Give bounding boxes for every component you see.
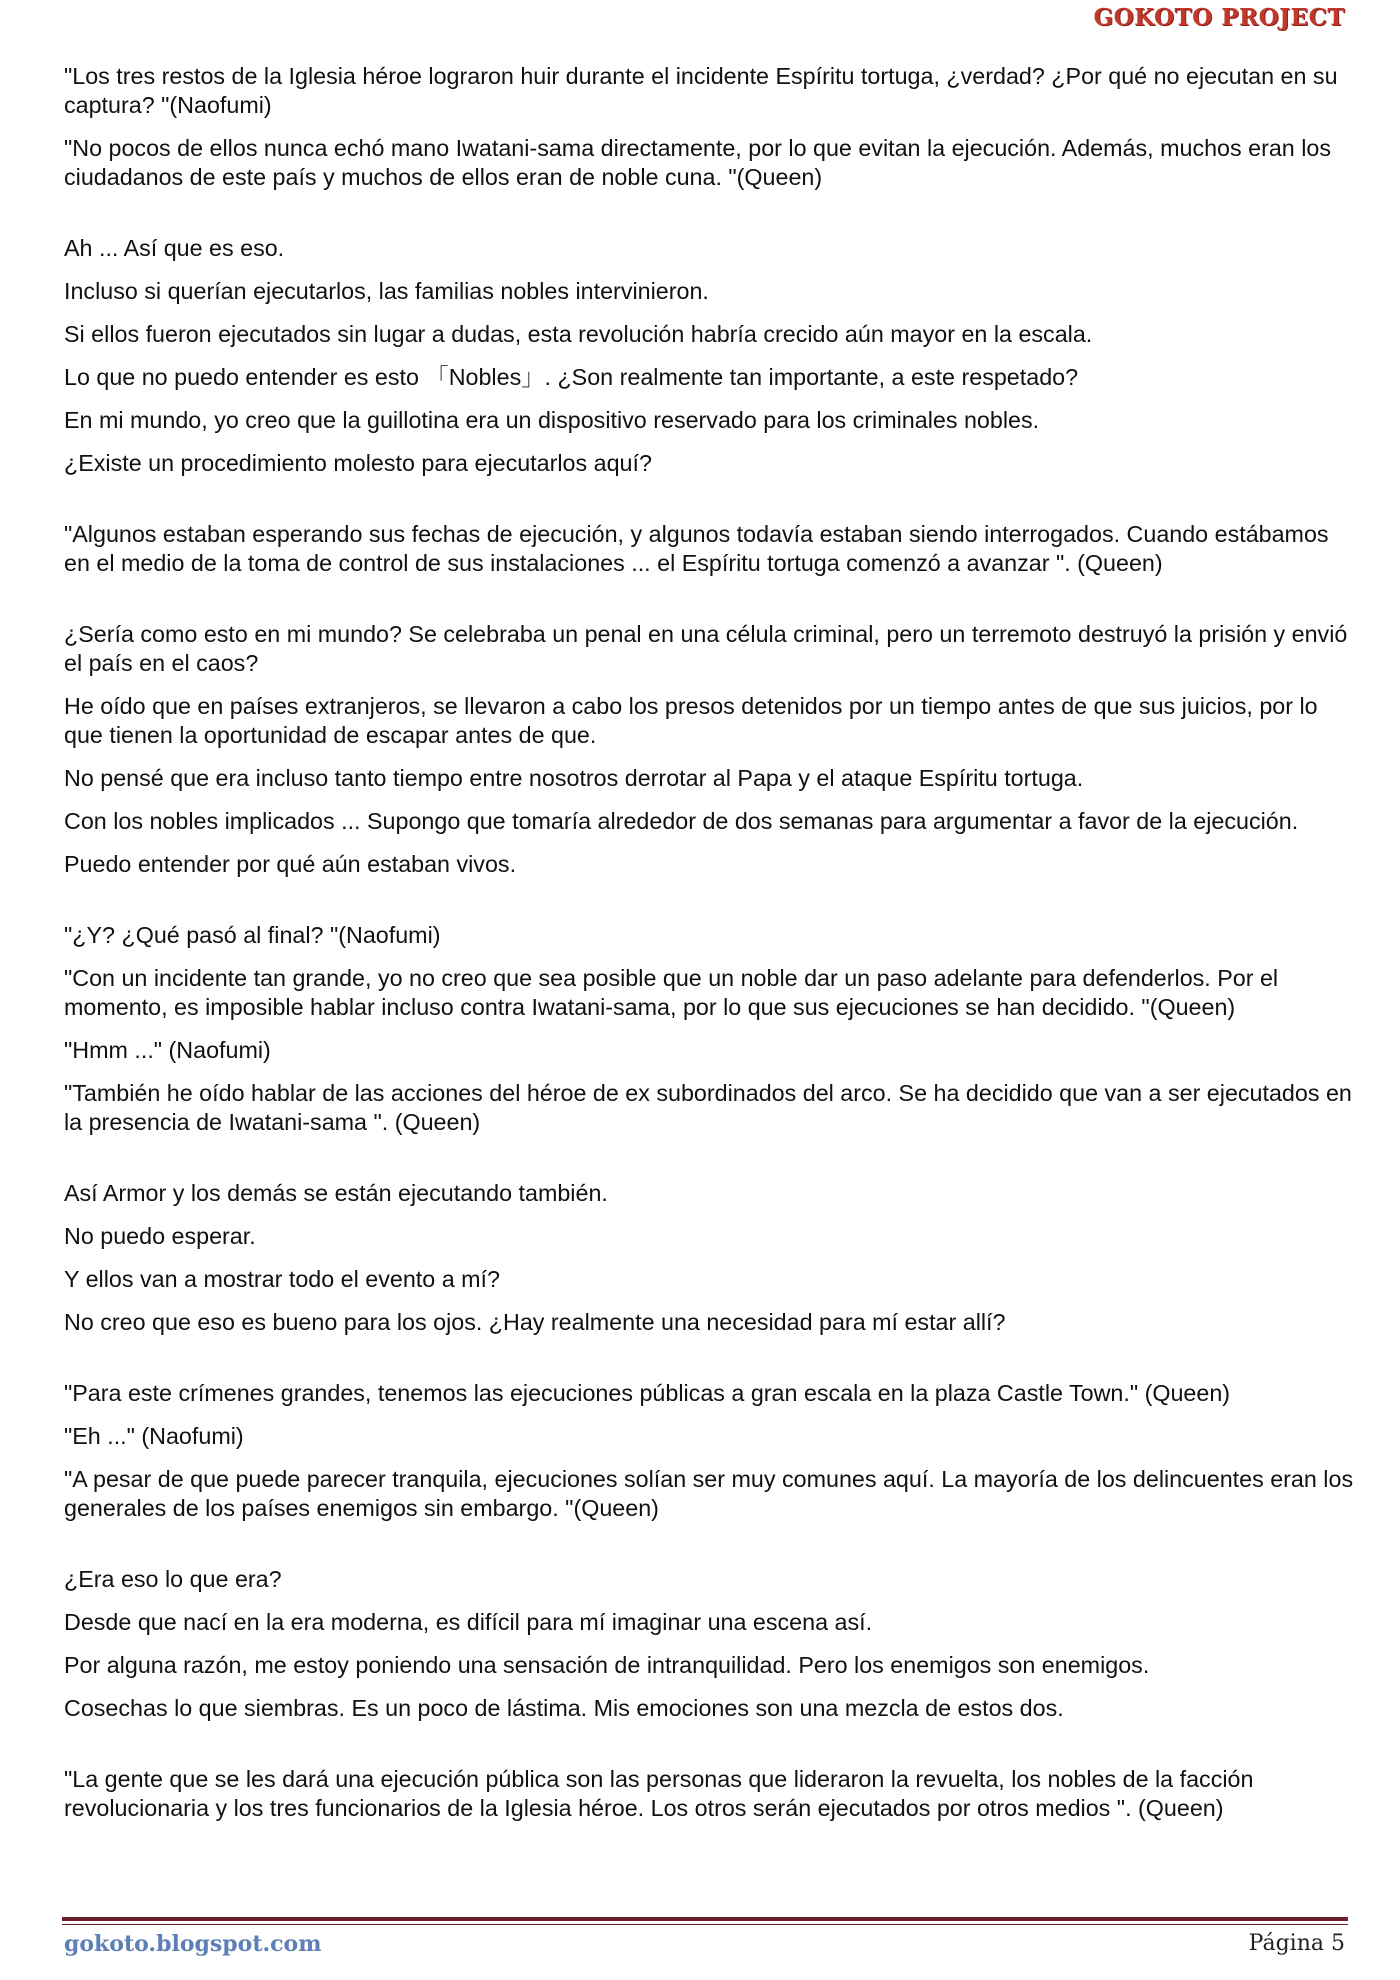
paragraph: Y ellos van a mostrar todo el evento a mí? xyxy=(64,1266,500,1292)
paragraph: "¿Y? ¿Qué pasó al final? "(Naofumi) xyxy=(64,922,441,948)
header-brand: GOKOTO PROJECT xyxy=(1093,4,1345,31)
paragraph: Puedo entender por qué aún estaban vivos. xyxy=(64,851,517,877)
footer-rule-thin xyxy=(62,1924,1348,1925)
paragraph: Incluso si querían ejecutarlos, las familias nobles intervinieron. xyxy=(64,278,709,304)
paragraph: "La gente que se les dará una ejecución pública son las personas que lideraron la revuelta, los nobles de la facción revolucionaria y los tres funcionarios de la Iglesia héroe. Los otros serán ejecutados por otros medios ". (Queen) xyxy=(64,1766,1254,1821)
paragraph: No creo que eso es bueno para los ojos. ¿Hay realmente una necesidad para mí estar allí? xyxy=(64,1309,1006,1335)
footer-page-number: Página 5 xyxy=(1248,1931,1345,1956)
paragraph: Así Armor y los demás se están ejecutando también. xyxy=(64,1180,608,1206)
footer-site-link[interactable]: gokoto.blogspot.com xyxy=(64,1931,322,1957)
paragraph: ¿Existe un procedimiento molesto para ejecutarlos aquí? xyxy=(64,450,652,476)
paragraph: "Con un incidente tan grande, yo no creo que sea posible que un noble dar un paso adelante para defenderlos. Por el momento, es imposible hablar incluso contra Iwatani-sama, por lo que sus ejecuciones se han decidido. "(Queen) xyxy=(64,965,1279,1020)
paragraph: ¿Sería como esto en mi mundo? Se celebraba un penal en una célula criminal, pero un terremoto destruyó la prisión y envió el país en el caos? xyxy=(64,621,1348,676)
paragraph: "A pesar de que puede parecer tranquila, ejecuciones solían ser muy comunes aquí. La mayoría de los delincuentes eran los generales de los países enemigos sin embargo. "(Queen) xyxy=(64,1466,1354,1521)
paragraph: No pensé que era incluso tanto tiempo entre nosotros derrotar al Papa y el ataque Espíritu tortuga. xyxy=(64,765,1084,791)
paragraph: "Los tres restos de la Iglesia héroe lograron huir durante el incidente Espíritu tortuga, ¿verdad? ¿Por qué no ejecutan en su captura? "(Naofumi) xyxy=(64,63,1338,118)
paragraph: Desde que nací en la era moderna, es difícil para mí imaginar una escena así. xyxy=(64,1609,873,1635)
paragraph: ¿Era eso lo que era? xyxy=(64,1566,282,1592)
footer-rule xyxy=(62,1917,1348,1921)
paragraph: Si ellos fueron ejecutados sin lugar a dudas, esta revolución habría crecido aún mayor en la escala. xyxy=(64,321,1093,347)
paragraph: Cosechas lo que siembras. Es un poco de lástima. Mis emociones son una mezcla de estos dos. xyxy=(64,1695,1064,1721)
paragraph: "Eh ..." (Naofumi) xyxy=(64,1423,244,1449)
paragraph: En mi mundo, yo creo que la guillotina era un dispositivo reservado para los criminales nobles. xyxy=(64,407,1040,433)
paragraph: Lo que no puedo entender es esto 「Nobles」. ¿Son realmente tan importante, a este respetado? xyxy=(64,364,1079,390)
paragraph: No puedo esperar. xyxy=(64,1223,256,1249)
body-text xyxy=(64,62,1354,1837)
paragraph: Con los nobles implicados ... Supongo que tomaría alrededor de dos semanas para argumentar a favor de la ejecución. xyxy=(64,808,1299,834)
paragraph: "Para este crímenes grandes, tenemos las ejecuciones públicas a gran escala en la plaza Castle Town." (Queen) xyxy=(64,1380,1231,1406)
paragraph: He oído que en países extranjeros, se llevaron a cabo los presos detenidos por un tiempo antes de que sus juicios, por lo que tienen la oportunidad de escapar antes de que. xyxy=(64,693,1318,748)
paragraph: Por alguna razón, me estoy poniendo una sensación de intranquilidad. Pero los enemigos son enemigos. xyxy=(64,1652,1150,1678)
paragraph: "No pocos de ellos nunca echó mano Iwatani-sama directamente, por lo que evitan la ejecución. Además, muchos eran los ciudadanos de este país y muchos de ellos eran de noble cuna. "(Queen) xyxy=(64,135,1332,190)
paragraph: Ah ... Así que es eso. xyxy=(64,235,285,261)
paragraph: "Algunos estaban esperando sus fechas de ejecución, y algunos todavía estaban siendo interrogados. Cuando estábamos en el medio de la toma de control de sus instalaciones ... el Espíritu tortuga comenzó a avanzar ". (Queen) xyxy=(64,521,1329,576)
paragraph: "Hmm ..." (Naofumi) xyxy=(64,1037,271,1063)
paragraph: "También he oído hablar de las acciones del héroe de ex subordinados del arco. Se ha decidido que van a ser ejecutados en la presencia de Iwatani-sama ". (Queen) xyxy=(64,1080,1352,1135)
